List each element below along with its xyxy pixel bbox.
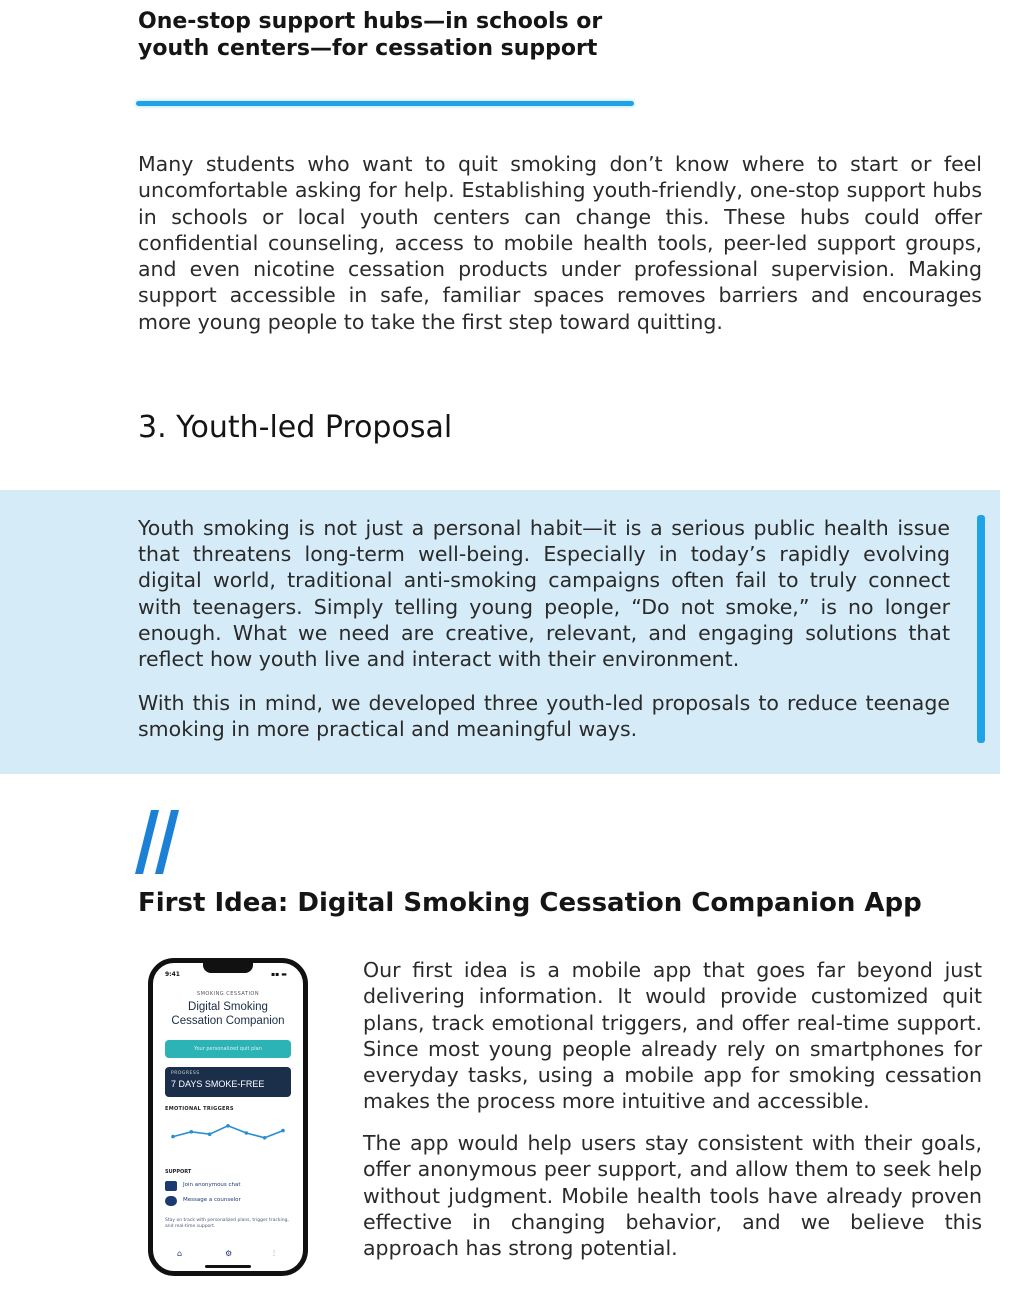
phone-support-item-label: Message a counselor xyxy=(183,1197,241,1203)
phone-support-item[interactable] xyxy=(165,1181,291,1192)
phone-home-indicator xyxy=(205,1265,251,1268)
section-heading: 3. Youth-led Proposal xyxy=(138,410,453,445)
trigger-point xyxy=(208,1132,212,1136)
trigger-point xyxy=(281,1129,285,1133)
trigger-point xyxy=(245,1131,249,1135)
phone-progress-value: 7 DAYS SMOKE-FREE xyxy=(171,1079,265,1089)
hub-title xyxy=(138,8,698,62)
phone-status-icons: ▪▪ ▬ xyxy=(271,971,287,978)
settings-icon[interactable]: ⚙ xyxy=(225,1249,233,1258)
phone-footer-text: Stay on track with personalized plans, trigger tracking, and real-time support. xyxy=(165,1218,289,1229)
trigger-point xyxy=(226,1124,230,1128)
idea-paragraph-1: Our first idea is a mobile app that goes far beyond just delivering information. It would provide customized quit plans, track emotional triggers, and offer real-time support. Since most young people already rely on smartphones for everyday tasks, using a mobile app for smoking cessation makes the process more intuitive and accessible. xyxy=(363,958,982,1114)
stats-icon[interactable]: ⫶ xyxy=(273,1249,275,1258)
home-icon[interactable]: ⌂ xyxy=(177,1249,183,1258)
message-icon xyxy=(165,1196,177,1206)
trigger-point xyxy=(171,1135,175,1139)
phone-mockup xyxy=(148,958,308,1276)
phone-support-item[interactable] xyxy=(165,1196,291,1207)
intro-accent-bar xyxy=(977,515,985,743)
hub-body-paragraph: Many students who want to quit smoking don’t know where to start or feel uncomfortable asking for help. Establishing youth-friendly, one-stop support hubs in schools or local youth centers can change this. These hubs could offer confidential counseling, access to mobile health tools, peer-led support groups, and even nicotine cessation products under professional supervision. Making support accessible in safe, familiar spaces removes barriers and encourages more young people to take the first step toward quitting. xyxy=(138,152,982,334)
intro-paragraph-2: With this in mind, we developed three youth-led proposals to reduce teenage smoking in more practical and meaningful ways. xyxy=(138,691,950,742)
phone-triggers-chart xyxy=(165,1115,291,1159)
phone-app-title-line-1: Digital Smoking xyxy=(188,1001,268,1013)
intro-paragraph-1: Youth smoking is not just a personal habit—it is a serious public health issue that threatens long-term well-being. Especially in today’s rapidly evolving digital world, traditional anti-smoking campaigns often fail to truly connect with teenagers. Simply telling young people, “Do not smoke,” is no longer enough. What we need are creative, relevant, and engaging solutions that reflect how youth live and interact with their environment. xyxy=(138,516,950,672)
phone-triggers-label: EMOTIONAL TRIGGERS xyxy=(165,1106,234,1112)
phone-app-kicker: SMOKING CESSATION xyxy=(196,991,260,997)
phone-progress-card xyxy=(165,1067,291,1097)
hub-divider xyxy=(136,101,634,106)
trigger-line xyxy=(173,1126,283,1138)
phone-app-title-line-2: Cessation Companion xyxy=(171,1015,285,1027)
chat-icon xyxy=(165,1181,177,1191)
idea-paragraph-2: The app would help users stay consistent with their goals, offer anonymous peer support, and allow them to seek help without judgment. Mobile health tools have already proven effective in changing behavior, and we believe this approach has strong potential. xyxy=(363,1131,982,1261)
phone-app-title xyxy=(153,1000,303,1028)
phone-quit-plan-button[interactable]: Your personalized quit plan xyxy=(165,1040,291,1058)
phone-support-label: SUPPORT xyxy=(165,1169,192,1175)
phone-support-item-label: Join anonymous chat xyxy=(183,1182,241,1188)
hub-title-line-1: One-stop support hubs—in schools or xyxy=(138,9,603,34)
idea-title: First Idea: Digital Smoking Cessation Companion App xyxy=(138,888,922,918)
hub-title-line-2: youth centers—for cessation support xyxy=(138,36,598,61)
phone-time: 9:41 xyxy=(165,971,180,978)
trigger-point xyxy=(263,1136,267,1140)
phone-notch xyxy=(203,963,253,973)
trigger-point xyxy=(190,1130,194,1134)
phone-progress-label: PROGRESS xyxy=(171,1071,200,1076)
phone-tab-bar xyxy=(153,1245,303,1267)
double-slash-icon xyxy=(133,808,197,878)
